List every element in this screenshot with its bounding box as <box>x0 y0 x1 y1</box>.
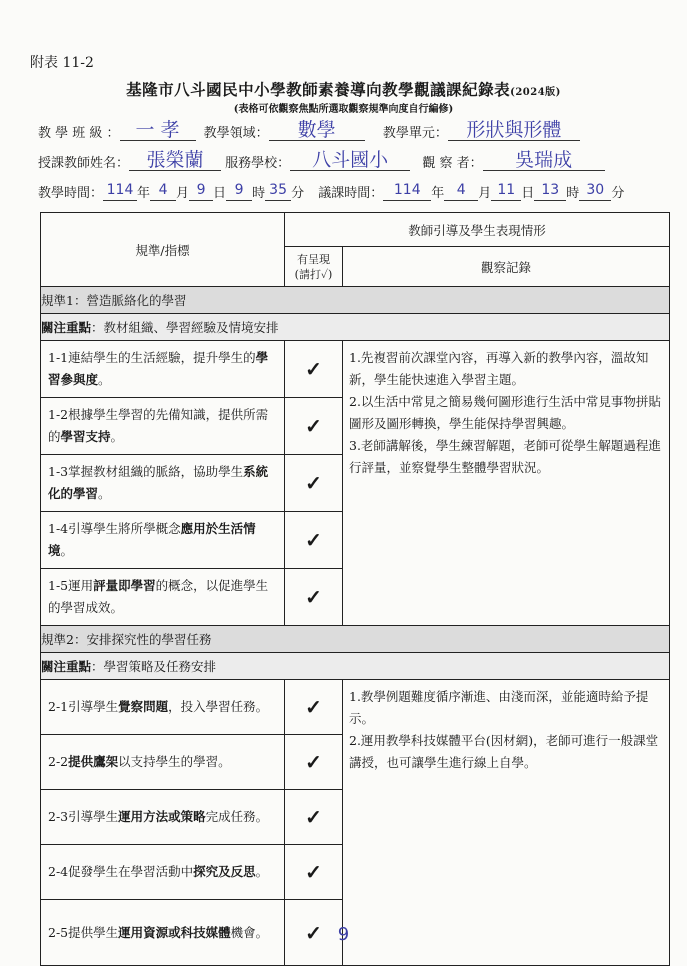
discuss-year: 114 <box>383 180 431 201</box>
check-2-5: ✓ <box>285 900 343 966</box>
indicator-text-end: 。 <box>110 429 124 444</box>
observation-item: 1.先複習前次課堂內容，再導入新的教學內容，溫故知新，學生能快速進入學習主題。 <box>349 350 649 387</box>
discuss-month: 4 <box>444 180 478 201</box>
class-label: 教 學 班 級 ： <box>38 126 120 141</box>
info-row-1 <box>38 120 580 141</box>
indicator-text-end: 。 <box>60 543 74 558</box>
check-1-3: ✓ <box>285 455 343 512</box>
teacher-value: 張榮蘭 <box>129 150 221 171</box>
indicator-text-end: 的概念，以促進學生的學習成效。 <box>48 578 269 615</box>
indicator-text-end: 完成任務。 <box>205 809 269 824</box>
indicator-emphasis: 應用於生活情境 <box>48 521 256 558</box>
indicator-text: 1-5運用 <box>48 578 94 593</box>
domain-label: 教學領域： <box>203 126 269 141</box>
indicator-emphasis: 運用方法或策略 <box>118 809 206 824</box>
discuss-min-unit: 分 <box>611 186 625 201</box>
school-label: 服務學校： <box>225 156 291 171</box>
form-title-year: (2024版) <box>510 87 561 98</box>
discuss-hour-unit: 時 <box>566 186 580 201</box>
col-header-criteria: 規準/指標 <box>41 213 285 287</box>
indicator-1-2 <box>41 398 285 455</box>
indicator-1-5 <box>41 569 285 626</box>
teach-month-unit: 月 <box>176 186 190 201</box>
focus-1 <box>41 314 670 341</box>
class-value: 一 孝 <box>120 120 196 141</box>
check-2-1: ✓ <box>285 680 343 735</box>
indicator-2-4 <box>41 845 285 900</box>
discuss-day-unit: 日 <box>521 186 535 201</box>
teacher-label: 授課教師姓名： <box>38 156 130 171</box>
col-header-guidance: 教師引導及學生表現情形 <box>285 213 670 247</box>
indicator-1-1 <box>41 341 285 398</box>
indicator-2-2 <box>41 735 285 790</box>
indicator-text-end: 以支持學生的學習。 <box>118 754 231 769</box>
info-row-2 <box>38 150 605 171</box>
indicator-emphasis: 學習支持 <box>60 429 111 444</box>
unit-value: 形狀與形體 <box>448 120 580 141</box>
focus-1-label: 關注重點 <box>41 320 92 335</box>
indicator-text: 1-1連結學生的生活經驗，提升學生的 <box>48 350 256 365</box>
focus-1-text: ：教材組織、學習經驗及情境安排 <box>91 320 279 335</box>
indicator-text: 1-3掌握教材組織的脈絡，協助學生 <box>48 464 244 479</box>
col-header-record: 觀察記錄 <box>343 247 670 287</box>
teach-min: 35 <box>265 180 291 201</box>
teach-min-unit: 分 <box>291 186 305 201</box>
observation-record-2 <box>343 680 670 966</box>
discuss-year-unit: 年 <box>431 186 445 201</box>
criterion-1: 規準1：營造脈絡化的學習 <box>41 287 670 314</box>
indicator-text: 2-1引導學生 <box>48 699 119 714</box>
check-1-2: ✓ <box>285 398 343 455</box>
page-number: 9 <box>337 924 350 945</box>
check-1-5: ✓ <box>285 569 343 626</box>
check-1-1: ✓ <box>285 341 343 398</box>
indicator-emphasis: 運用資源或科技媒體 <box>118 924 231 940</box>
indicator-text: 2-5提供學生 <box>48 924 119 940</box>
indicator-text: 2-3引導學生 <box>48 809 119 824</box>
discuss-day: 11 <box>491 180 521 201</box>
teach-year: 114 <box>103 180 137 201</box>
indicator-emphasis: 系統化的學習 <box>48 464 269 501</box>
indicator-text-end: 機會。 <box>230 924 269 940</box>
focus-2-text: ：學習策略及任務安排 <box>91 659 217 674</box>
check-2-2: ✓ <box>285 735 343 790</box>
discuss-time-label: 議課時間： <box>318 186 384 201</box>
indicator-text-end: 。 <box>255 864 269 879</box>
indicator-emphasis: 學習參與度 <box>48 350 269 387</box>
form-title-text: 基隆市八斗國民中小學教師素養導向教學觀議課紀錄表 <box>126 80 511 99</box>
indicator-text-end: 。 <box>98 372 111 387</box>
indicator-emphasis: 探究及反思 <box>193 864 256 879</box>
indicator-emphasis: 提供鷹架 <box>68 754 119 769</box>
col-present-note: (請打✓) <box>294 267 333 281</box>
observation-record-1 <box>343 341 670 626</box>
indicator-2-3 <box>41 790 285 845</box>
col-header-present <box>285 247 343 287</box>
indicator-text-end: ，投入學習任務。 <box>168 699 269 714</box>
indicator-1-3 <box>41 455 285 512</box>
focus-2-label: 關注重點 <box>41 659 92 674</box>
domain-value: 數學 <box>269 120 365 141</box>
school-value: 八斗國小 <box>290 150 410 171</box>
indicator-text: 1-2根據學生學習的先備知識，提供所需的 <box>48 407 269 444</box>
check-2-3: ✓ <box>285 790 343 845</box>
indicator-2-1 <box>41 680 285 735</box>
teach-time-label: 教學時間： <box>38 186 104 201</box>
criterion-2: 規準2：安排探究性的學習任務 <box>41 626 670 653</box>
teach-day-unit: 日 <box>213 186 227 201</box>
form-title <box>0 78 687 100</box>
teach-year-unit: 年 <box>137 186 151 201</box>
indicator-text: 2-2 <box>48 754 69 769</box>
appendix-label: 附表 11-2 <box>30 55 94 71</box>
indicator-emphasis: 覺察問題 <box>118 699 169 714</box>
indicator-text: 2-4促發學生在學習活動中 <box>48 864 194 879</box>
check-2-4: ✓ <box>285 845 343 900</box>
observation-item: 3.老師講解後，學生練習解題，老師可從學生解題過程進行評量，並察覺學生整體學習狀況。 <box>349 438 661 475</box>
teach-month: 4 <box>150 180 176 201</box>
indicator-text: 1-4引導學生將所學概念 <box>48 521 181 536</box>
col-present-label: 有呈現 <box>297 252 330 266</box>
indicator-text-end: 。 <box>98 486 111 501</box>
observer-label: 觀 察 者： <box>422 156 483 171</box>
focus-2 <box>41 653 670 680</box>
observation-item: 2.以生活中常見之簡易幾何圖形進行生活中常見事物拼貼圖形及圖形轉換，學生能保持學習興趣。 <box>349 394 661 431</box>
form-subtitle: (表格可依觀察焦點所選取觀察規準向度自行編修) <box>233 104 454 115</box>
info-row-3 <box>38 180 624 201</box>
observation-table <box>40 212 670 966</box>
observer-value: 吳瑞成 <box>483 150 605 171</box>
check-1-4: ✓ <box>285 512 343 569</box>
indicator-1-4 <box>41 512 285 569</box>
teach-hour-unit: 時 <box>252 186 266 201</box>
observation-item: 1.教學例題難度循序漸進、由淺而深，並能適時給予提示。 <box>349 689 649 726</box>
discuss-hour: 13 <box>534 180 566 201</box>
unit-label: 教學單元： <box>382 126 448 141</box>
observation-item: 2.運用教學科技媒體平台(因材網)，老師可進行一般課堂講授，也可讓學生進行線上自學。 <box>349 733 659 770</box>
indicator-emphasis: 評量即學習 <box>93 578 156 593</box>
discuss-month-unit: 月 <box>478 186 492 201</box>
teach-hour: 9 <box>226 180 252 201</box>
discuss-min: 30 <box>579 180 611 201</box>
teach-day: 9 <box>189 180 213 201</box>
